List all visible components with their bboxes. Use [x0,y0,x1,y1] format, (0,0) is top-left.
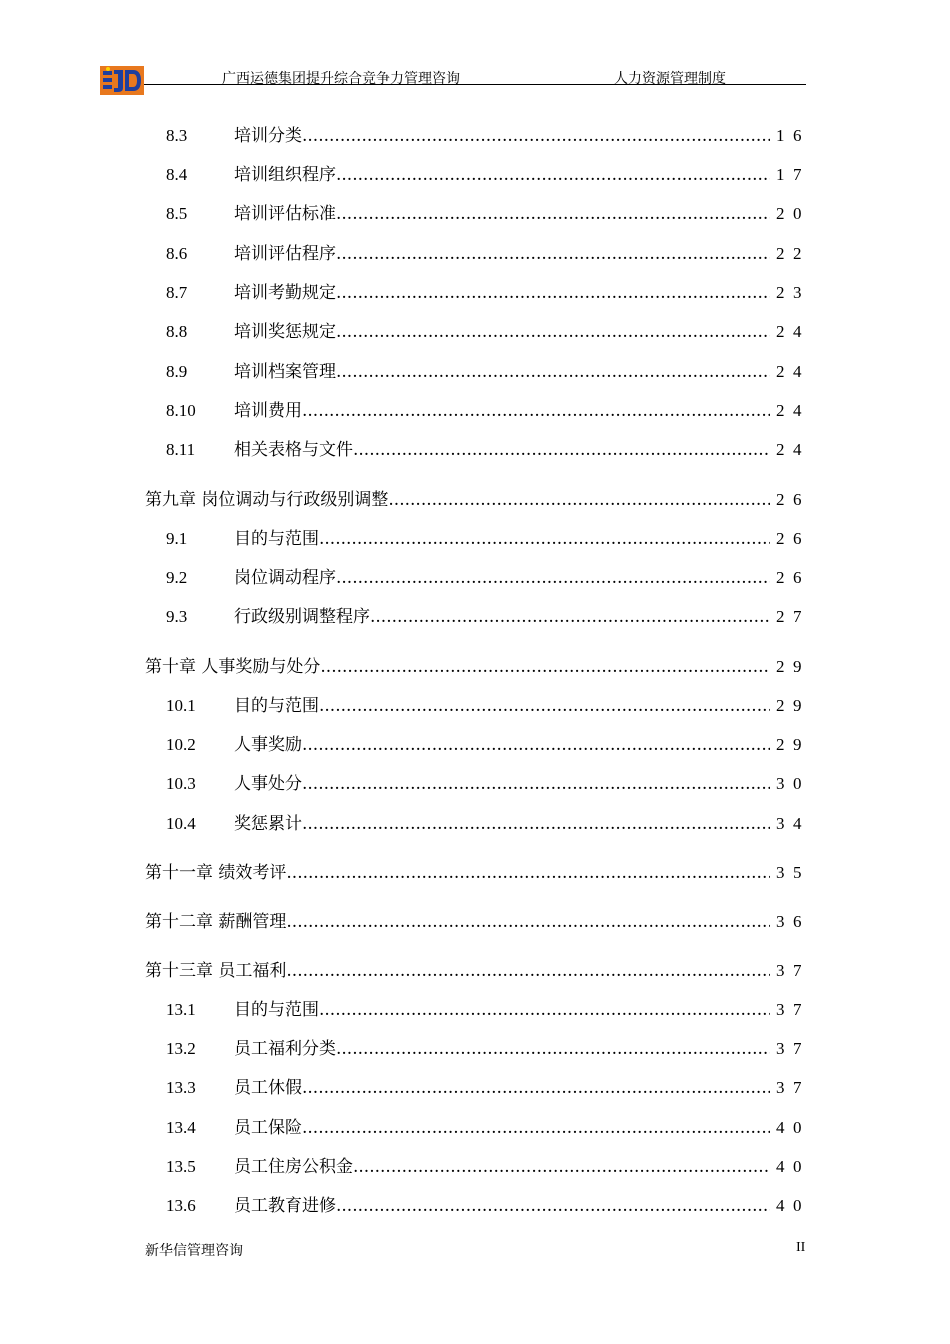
toc-entry-number: 8.9 [166,362,188,381]
toc-entry-page: 34 [776,814,810,833]
toc-entry-number: 13.1 [166,1000,196,1019]
toc-entry-number: 8.10 [166,401,196,420]
toc-dot-leader [286,958,770,984]
toc-section-entry[interactable] [166,526,810,552]
toc-entry-title: 培训奖惩规定 [234,322,336,342]
toc-chapter-entry[interactable] [145,958,810,984]
toc-entry-number: 13.4 [166,1118,196,1137]
toc-entry-title: 培训组织程序 [234,165,336,185]
toc-entry-title: 培训评估标准 [234,204,336,224]
toc-entry-title: 第十二章 薪酬管理 [145,912,287,932]
toc-dot-leader [336,1036,770,1062]
toc-dot-leader [388,487,770,513]
toc-entry-number: 8.3 [166,126,188,145]
toc-entry-page: 36 [776,912,810,931]
toc-entry-page: 24 [776,362,810,381]
toc-section-entry[interactable] [166,162,810,188]
toc-dot-leader [302,1075,770,1101]
toc-section-entry[interactable] [166,604,810,630]
toc-dot-leader [336,1193,770,1219]
toc-entry-page: 17 [776,165,810,184]
toc-dot-leader [319,997,770,1023]
toc-entry-title: 员工保险 [234,1118,302,1138]
toc-entry-title: 培训费用 [234,401,302,421]
toc-chapter-entry[interactable] [145,860,810,886]
toc-dot-leader [302,811,770,837]
toc-entry-title: 员工住房公积金 [234,1157,353,1177]
toc-entry-title: 目的与范围 [234,696,319,716]
toc-section-entry[interactable] [166,997,810,1023]
toc-dot-leader [302,1115,770,1141]
toc-entry-title: 员工教育进修 [234,1196,336,1216]
toc-entry-number: 9.1 [166,529,188,548]
toc-section-entry[interactable] [166,398,810,424]
toc-entry-number: 10.2 [166,735,196,754]
toc-entry-title: 培训档案管理 [234,362,336,382]
toc-entry-number: 13.6 [166,1196,196,1215]
toc-entry-page: 20 [776,204,810,223]
toc-section-entry[interactable] [166,1075,810,1101]
toc-entry-number: 13.2 [166,1039,196,1058]
toc-section-entry[interactable] [166,693,810,719]
toc-entry-title: 第十一章 绩效考评 [145,863,287,883]
toc-entry-page: 22 [776,244,810,263]
toc-section-entry[interactable] [166,1193,810,1219]
toc-entry-title: 行政级别调整程序 [234,607,370,627]
toc-entry-title: 员工休假 [234,1078,302,1098]
toc-dot-leader [336,201,770,227]
toc-entry-title: 相关表格与文件 [234,440,353,460]
toc-section-entry[interactable] [166,319,810,345]
toc-entry-title: 奖惩累计 [234,814,302,834]
toc-entry-number: 8.5 [166,204,188,223]
toc-dot-leader [336,319,770,345]
toc-entry-number: 13.3 [166,1078,196,1097]
toc-section-entry[interactable] [166,280,810,306]
toc-entry-page: 40 [776,1196,810,1215]
toc-dot-leader [353,437,770,463]
toc-entry-number: 13.5 [166,1157,196,1176]
toc-entry-number: 10.3 [166,774,196,793]
toc-entry-page: 35 [776,863,810,882]
toc-dot-leader [336,241,770,267]
toc-entry-number: 8.11 [166,440,196,459]
toc-entry-number: 8.4 [166,165,188,184]
toc-entry-page: 24 [776,322,810,341]
footer-company: 新华信管理咨询 [145,1243,243,1259]
toc-dot-leader [286,909,770,935]
toc-dot-leader [320,654,770,680]
footer-page-number: II [796,1240,806,1255]
toc-entry-title: 目的与范围 [234,529,319,549]
toc-entry-number: 8.6 [166,244,188,263]
toc-entry-title: 人事奖励 [234,735,302,755]
toc-section-entry[interactable] [166,123,810,149]
header-left-title: 广西运德集团提升综合竞争力管理咨询 [222,71,460,87]
toc-section-entry[interactable] [166,811,810,837]
toc-entry-page: 40 [776,1118,810,1137]
toc-entry-title: 第十三章 员工福利 [145,961,287,981]
toc-dot-leader [302,398,770,424]
toc-entry-page: 37 [776,1000,810,1019]
toc-entry-title: 人事处分 [234,774,302,794]
toc-section-entry[interactable] [166,732,810,758]
toc-dot-leader [336,280,770,306]
toc-entry-title: 第十章 人事奖励与处分 [145,657,321,677]
toc-entry-number: 9.3 [166,607,188,626]
header-divider [144,84,806,85]
toc-entry-page: 26 [776,529,810,548]
toc-entry-page: 26 [776,568,810,587]
toc-chapter-entry[interactable] [145,909,810,935]
toc-entry-page: 30 [776,774,810,793]
toc-entry-page: 23 [776,283,810,302]
toc-entry-page: 29 [776,696,810,715]
toc-entry-page: 24 [776,440,810,459]
page-header [100,64,806,94]
toc-chapter-entry[interactable] [145,654,810,680]
toc-section-entry[interactable] [166,201,810,227]
toc-dot-leader [336,359,770,385]
toc-chapter-entry[interactable] [145,487,810,513]
toc-section-entry[interactable] [166,1115,810,1141]
toc-dot-leader [302,123,770,149]
toc-dot-leader [336,162,770,188]
toc-entry-number: 10.4 [166,814,196,833]
toc-dot-leader [336,565,770,591]
toc-entry-title: 培训考勤规定 [234,283,336,303]
toc-entry-page: 29 [776,735,810,754]
toc-entry-title: 岗位调动程序 [234,568,336,588]
toc-entry-page: 27 [776,607,810,626]
toc-section-entry[interactable] [166,437,810,463]
toc-entry-title: 培训分类 [234,126,302,146]
company-logo [100,66,144,95]
toc-entry-page: 16 [776,126,810,145]
toc-section-entry[interactable] [166,241,810,267]
toc-entry-page: 40 [776,1157,810,1176]
toc-dot-leader [302,771,770,797]
toc-section-entry[interactable] [166,565,810,591]
toc-entry-number: 9.2 [166,568,188,587]
toc-entry-number: 8.7 [166,283,188,302]
toc-dot-leader [302,732,770,758]
toc-entry-page: 37 [776,961,810,980]
header-right-title: 人力资源管理制度 [614,71,726,87]
toc-entry-page: 37 [776,1039,810,1058]
toc-section-entry[interactable] [166,359,810,385]
toc-entry-number: 10.1 [166,696,196,715]
toc-entry-page: 26 [776,490,810,509]
toc-dot-leader [370,604,770,630]
toc-section-entry[interactable] [166,1036,810,1062]
toc-entry-title: 员工福利分类 [234,1039,336,1059]
toc-entry-page: 24 [776,401,810,420]
toc-section-entry[interactable] [166,1154,810,1180]
toc-entry-number: 8.8 [166,322,188,341]
toc-dot-leader [319,526,770,552]
toc-entry-page: 37 [776,1078,810,1097]
toc-dot-leader [353,1154,770,1180]
toc-section-entry[interactable] [166,771,810,797]
toc-dot-leader [319,693,770,719]
toc-entry-page: 29 [776,657,810,676]
toc-entry-title: 培训评估程序 [234,244,336,264]
toc-entry-title: 第九章 岗位调动与行政级别调整 [145,490,389,510]
toc-dot-leader [286,860,770,886]
toc-entry-title: 目的与范围 [234,1000,319,1020]
